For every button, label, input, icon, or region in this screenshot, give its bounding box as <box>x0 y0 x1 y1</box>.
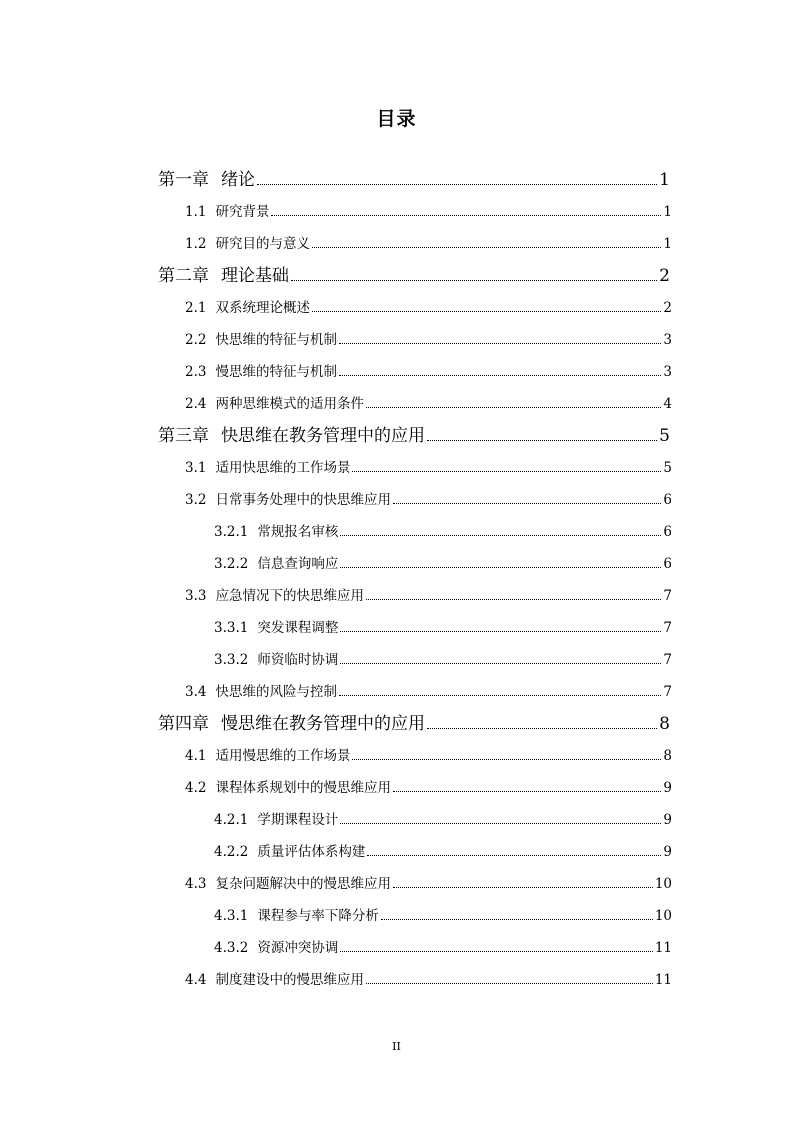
toc-leader-dots <box>367 845 661 856</box>
toc-entry-title: 课程体系规划中的慢思维应用 <box>215 780 391 796</box>
toc-entry-title: 制度建设中的慢思维应用 <box>215 972 364 988</box>
toc-entry[interactable] <box>158 709 670 734</box>
toc-entry-number: 2.3 <box>185 364 207 380</box>
toc-entry-page: 10 <box>654 876 672 892</box>
toc-leader-dots <box>340 525 661 536</box>
toc-entry-number: 1.1 <box>185 204 207 220</box>
toc-leader-dots <box>340 813 661 824</box>
toc-entry[interactable] <box>185 392 672 412</box>
toc-entry-page: 3 <box>663 332 672 348</box>
toc-leader-dots <box>381 909 653 920</box>
toc-leader-dots <box>427 427 657 441</box>
toc-entry-page: 9 <box>663 844 672 860</box>
toc-leader-dots <box>352 749 661 760</box>
toc-entry-title: 慢思维的特征与机制 <box>215 364 337 380</box>
toc-entry[interactable] <box>185 328 672 348</box>
toc-entry-page: 6 <box>663 524 672 540</box>
toc-entry-page: 1 <box>663 204 672 220</box>
toc-entry[interactable] <box>214 936 672 956</box>
toc-entry[interactable] <box>185 456 672 476</box>
toc-leader-dots <box>393 493 661 504</box>
toc-entry-page: 6 <box>663 556 672 572</box>
toc-leader-dots <box>339 685 661 696</box>
toc-entry-number: 2.1 <box>185 300 207 316</box>
toc-entry[interactable] <box>185 232 672 252</box>
toc-entry-page: 7 <box>663 684 672 700</box>
toc-entry[interactable] <box>185 584 672 604</box>
toc-entry-number: 2.2 <box>185 332 207 348</box>
toc-entry-number: 4.3 <box>185 876 207 892</box>
toc-entry-title: 绪论 <box>221 170 255 190</box>
toc-entry[interactable] <box>158 165 670 190</box>
toc-entry-title: 研究目的与意义 <box>215 236 310 252</box>
toc-entry[interactable] <box>214 808 672 828</box>
toc-leader-dots <box>393 877 653 888</box>
toc-entry[interactable] <box>185 488 672 508</box>
toc-entry-number: 3.3.1 <box>214 620 249 636</box>
toc-entry[interactable] <box>185 744 672 764</box>
toc-entry-page: 5 <box>659 426 670 446</box>
toc-entry-number: 3.2 <box>185 492 207 508</box>
toc-leader-dots <box>339 365 661 376</box>
toc-entry-page: 4 <box>663 396 672 412</box>
toc-leader-dots <box>340 621 661 632</box>
toc-leader-dots <box>257 171 657 185</box>
toc-entry-title: 快思维的特征与机制 <box>215 332 337 348</box>
toc-entry-title: 信息查询响应 <box>257 556 339 572</box>
toc-entry-title: 两种思维模式的适用条件 <box>215 396 364 412</box>
toc-entry[interactable] <box>185 296 672 316</box>
toc-entry[interactable] <box>185 200 672 220</box>
toc-leader-dots <box>340 557 661 568</box>
toc-entry[interactable] <box>214 648 672 668</box>
toc-entry-page: 9 <box>663 812 672 828</box>
toc-entry[interactable] <box>214 904 672 924</box>
toc-entry-title: 适用慢思维的工作场景 <box>215 748 351 764</box>
toc-entry-number: 2.4 <box>185 396 207 412</box>
toc-entry-page: 7 <box>663 620 672 636</box>
toc-entry-number: 4.2 <box>185 780 207 796</box>
toc-entry-number: 4.3.1 <box>214 908 249 924</box>
toc-entry-number: 3.3.2 <box>214 652 249 668</box>
toc-leader-dots <box>271 205 661 216</box>
toc-entry-title: 快思维的风险与控制 <box>215 684 337 700</box>
toc-entry[interactable] <box>185 680 672 700</box>
toc-entry-number: 第四章 <box>158 714 209 734</box>
toc-entry-page: 11 <box>654 940 672 956</box>
toc-entry[interactable] <box>214 616 672 636</box>
toc-entry-title: 资源冲突协调 <box>257 940 339 956</box>
toc-leader-dots <box>312 301 661 312</box>
toc-entry[interactable] <box>158 421 670 446</box>
toc-entry-title: 研究背景 <box>215 204 270 220</box>
toc-entry-title: 复杂问题解决中的慢思维应用 <box>215 876 391 892</box>
toc-entry[interactable] <box>214 552 672 572</box>
toc-entry[interactable] <box>214 840 672 860</box>
toc-entry[interactable] <box>214 520 672 540</box>
toc-entry-page: 1 <box>663 236 672 252</box>
toc-leader-dots <box>312 237 661 248</box>
toc-entry-number: 3.4 <box>185 684 207 700</box>
toc-entry-page: 7 <box>663 588 672 604</box>
toc-entry-number: 第二章 <box>158 266 209 286</box>
toc-entry-number: 4.4 <box>185 972 207 988</box>
toc-entry-number: 3.2.2 <box>214 556 249 572</box>
page-number: II <box>392 1040 401 1053</box>
toc-leader-dots <box>339 333 661 344</box>
toc-entry-title: 质量评估体系构建 <box>257 844 366 860</box>
toc-leader-dots <box>366 589 661 600</box>
toc-entry-number: 4.2.1 <box>214 812 249 828</box>
toc-leader-dots <box>340 653 661 664</box>
toc-entry-number: 3.3 <box>185 588 207 604</box>
toc-entry-page: 3 <box>663 364 672 380</box>
toc-leader-dots <box>366 397 661 408</box>
toc-entry-title: 理论基础 <box>221 266 289 286</box>
page-title: 目录 <box>376 108 417 130</box>
toc-entry-title: 慢思维在教务管理中的应用 <box>221 714 425 734</box>
toc-entry[interactable] <box>185 968 672 988</box>
toc-entry[interactable] <box>185 872 672 892</box>
toc-leader-dots <box>340 941 652 952</box>
toc-entry-title: 师资临时协调 <box>257 652 339 668</box>
toc-entry-title: 日常事务处理中的快思维应用 <box>215 492 391 508</box>
toc-entry-title: 突发课程调整 <box>257 620 339 636</box>
toc-leader-dots <box>352 461 661 472</box>
toc-entry-title: 快思维在教务管理中的应用 <box>221 426 425 446</box>
toc-leader-dots <box>366 973 653 984</box>
toc-entry-number: 第一章 <box>158 170 209 190</box>
toc-entry-number: 第三章 <box>158 426 209 446</box>
toc-entry-number: 1.2 <box>185 236 207 252</box>
toc-leader-dots <box>291 267 657 281</box>
toc-entry[interactable] <box>158 261 670 286</box>
toc-entry-title: 双系统理论概述 <box>215 300 310 316</box>
toc-entry-number: 4.3.2 <box>214 940 249 956</box>
toc-entry-page: 6 <box>663 492 672 508</box>
toc-entry-page: 8 <box>659 714 670 734</box>
toc-entry-page: 8 <box>663 748 672 764</box>
toc-entry-page: 11 <box>654 972 672 988</box>
toc-entry-page: 10 <box>654 908 672 924</box>
toc-entry-page: 9 <box>663 780 672 796</box>
toc-entry-page: 2 <box>659 266 670 286</box>
toc-entry-title: 应急情况下的快思维应用 <box>215 588 364 604</box>
toc-entry-page: 5 <box>663 460 672 476</box>
toc-entry[interactable] <box>185 776 672 796</box>
toc-entry-number: 3.2.1 <box>214 524 249 540</box>
toc-entry-number: 3.1 <box>185 460 207 476</box>
toc-entry[interactable] <box>185 360 672 380</box>
toc-leader-dots <box>427 715 657 729</box>
toc-leader-dots <box>393 781 661 792</box>
toc-entry-title: 课程参与率下降分析 <box>257 908 379 924</box>
toc-entry-number: 4.2.2 <box>214 844 249 860</box>
toc-entry-page: 7 <box>663 652 672 668</box>
toc-entry-page: 2 <box>663 300 672 316</box>
toc-entry-page: 1 <box>659 170 670 190</box>
toc-entry-number: 4.1 <box>185 748 207 764</box>
toc-entry-title: 适用快思维的工作场景 <box>215 460 351 476</box>
toc-entry-title: 学期课程设计 <box>257 812 339 828</box>
toc-entry-title: 常规报名审核 <box>257 524 339 540</box>
